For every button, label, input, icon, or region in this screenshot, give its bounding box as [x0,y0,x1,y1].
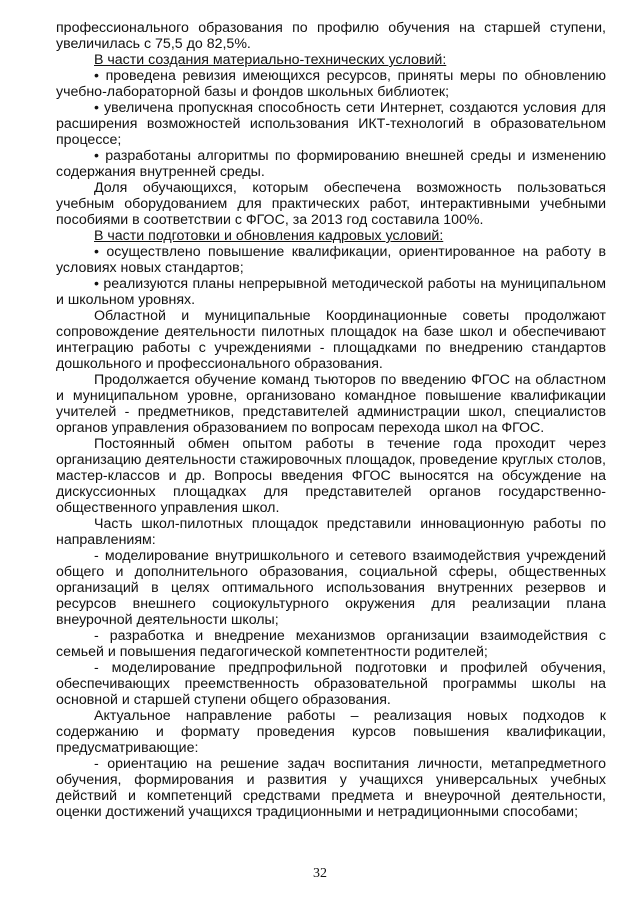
bullet-item-3: • разработаны алгоритмы по формированию внешней среды и изменению содержания внутренней среды. [56,148,606,180]
paragraph-pilot-schools: Часть школ-пилотных площадок представили инновационную работы по направлениям: [56,516,606,548]
document-body [56,20,606,820]
bullet-item-4: • осуществлено повышение квалификации, ориентированное на работу в условиях новых стандартов; [56,244,606,276]
dash-item-2: - разработка и внедрение механизмов организации взаимодействия с семьей и повышения педагогической компетентности родителей; [56,628,606,660]
dash-item-1: - моделирование внутришкольного и сетевого взаимодействия учреждений общего и дополнительного образования, социальной сферы, общественных организаций в целях оптимального использования внутренних резервов и ресурсов внешнего социокультурного окружения для реализации плана внеурочной деятельности школы; [56,548,606,628]
bullet-item-2: • увеличена пропускная способность сети Интернет, создаются условия для расширения возможностей использования ИКТ-технологий в образовательном процессе; [56,100,606,148]
paragraph-exchange: Постоянный обмен опытом работы в течение года проходит через организацию деятельности стажировочных площадок, проведение круглых столов, мастер-классов и др. Вопросы введения ФГОС выносятся на обсуждение на дискуссионных площадках для представителей органов государственно-общественного управления школ. [56,436,606,516]
paragraph-share-students: Доля обучающихся, которым обеспечена возможность пользоваться учебным оборудованием для практических работ, интерактивными учебными пособиями в соответствии с ФГОС, за 2013 год составила 100%. [56,180,606,228]
paragraph-actual-direction: Актуальное направление работы – реализация новых подходов к содержанию и формату проведения курсов повышения квалификации, предусматривающие: [56,708,606,756]
paragraph-tutors: Продолжается обучение команд тьюторов по введению ФГОС на областном и муниципальном уровне, организовано командное повышение квалификации учителей - предметников, представителей администрации школ, специалистов органов управления образованием по вопросам перехода школ на ФГОС. [56,372,606,436]
dash-item-4: - ориентацию на решение задач воспитания личности, метапредметного обучения, формирования и развития у учащихся универсальных учебных действий и компетенций средствами предмета и внеурочной деятельности, оценки достижений учащихся традиционными и нетрадиционными способами; [56,756,606,820]
section-heading-material-conditions: В части создания материально-технических условий: [94,52,447,68]
page-number: 32 [313,866,327,881]
dash-item-3: - моделирование предпрофильной подготовки и профилей обучения, обеспечивающих преемственность образовательной программы школы на основной и старшей ступени общего образования. [56,660,606,708]
bullet-item-5: • реализуются планы непрерывной методической работы на муниципальном и школьном уровнях. [56,276,606,308]
paragraph-1: профессионального образования по профилю обучения на старшей ступени, увеличилась с 75,5 до 82,5%. [56,20,606,52]
paragraph-councils: Областной и муниципальные Координационные советы продолжают сопровождение деятельности пилотных площадок на базе школ и обеспечивают интеграцию работы с учреждениями - площадками по внедрению стандартов дошкольного и профессионального образования. [56,308,606,372]
bullet-item-1: • проведена ревизия имеющихся ресурсов, приняты меры по обновлению учебно-лабораторной базы и фондов школьных библиотек; [56,68,606,100]
section-heading-staff-conditions: В части подготовки и обновления кадровых условий: [94,228,444,244]
